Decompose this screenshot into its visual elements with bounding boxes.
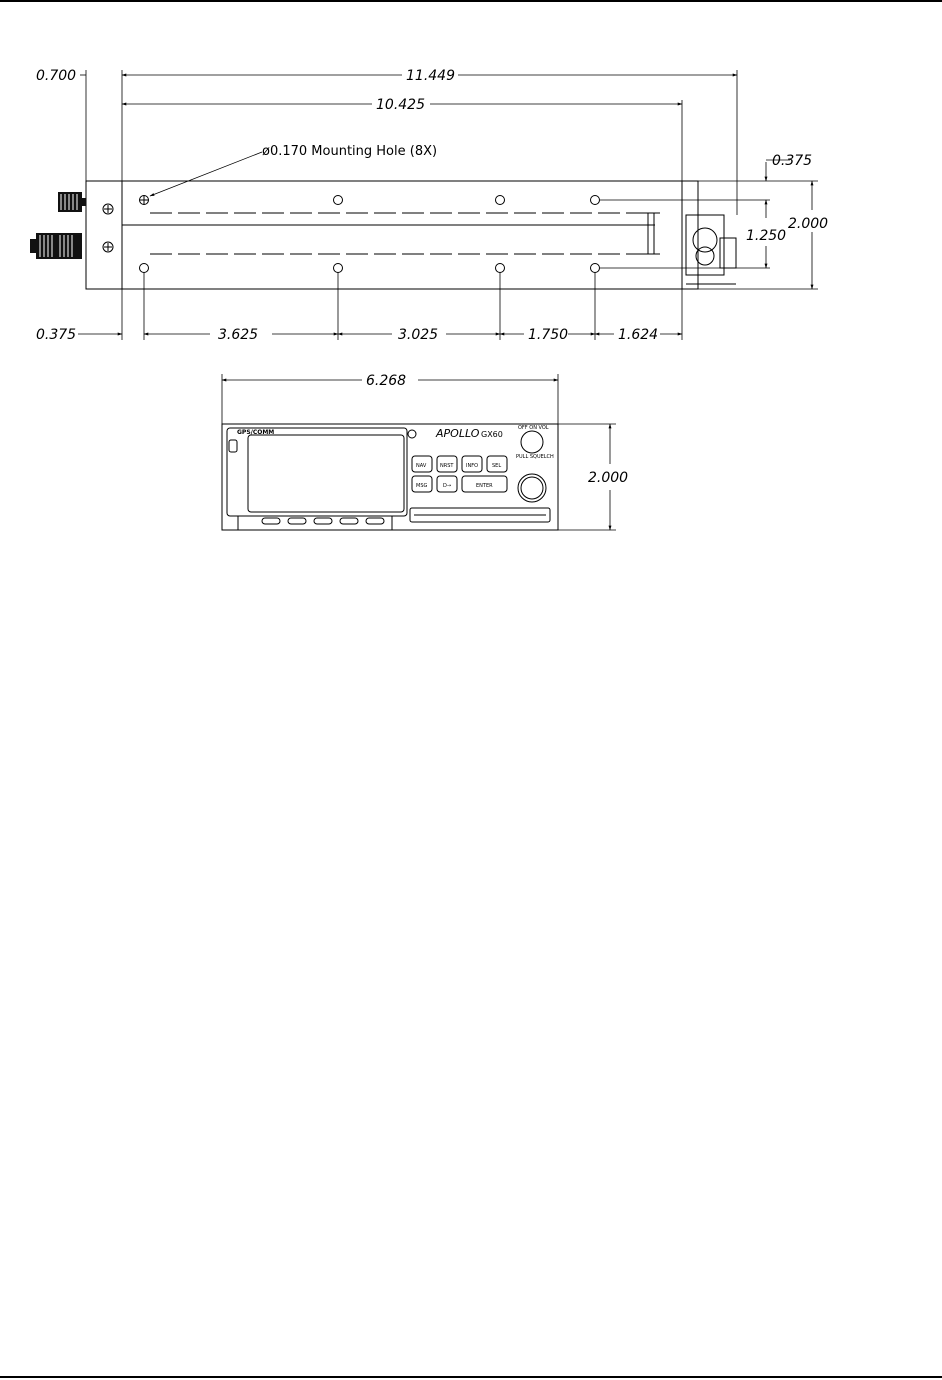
key-label-info: INFO	[466, 463, 479, 469]
softkey-2[interactable]	[288, 518, 306, 524]
side-view	[86, 181, 736, 289]
mounting-hole	[591, 196, 600, 205]
page-bottom-rule	[0, 1376, 942, 1378]
mounting-hole	[334, 196, 343, 205]
dim-height: 2.000	[788, 216, 829, 232]
softkey-1[interactable]	[262, 518, 280, 524]
dim-first-hole: 0.375	[36, 327, 77, 343]
model-label: GX60	[481, 430, 503, 439]
mounting-hole	[496, 196, 505, 205]
key-label-enter: ENTER	[476, 483, 493, 489]
key-label-nrst: NRST	[440, 463, 454, 469]
dim-front-height: 2.000	[588, 470, 629, 486]
mounting-hole	[591, 264, 600, 273]
softkey-5[interactable]	[366, 518, 384, 524]
dim-spacing-1: 3.625	[218, 327, 259, 343]
mounting-hole	[334, 264, 343, 273]
front-view-dimensions	[222, 374, 616, 530]
side-view-body	[86, 181, 682, 289]
volume-knob-icon	[58, 192, 82, 212]
photocell-icon	[229, 440, 237, 452]
dim-spacing-4: 1.624	[618, 327, 659, 343]
dim-top-offset: 0.375	[772, 153, 813, 169]
display-screen	[248, 435, 404, 512]
rear-connector-nut	[696, 247, 714, 265]
key-label-nav: NAV	[416, 463, 427, 469]
front-panel	[222, 424, 558, 530]
outer-knob-icon	[36, 233, 82, 259]
knob-top-label: OFF ON VOL	[518, 425, 549, 431]
rear-connector-plug	[720, 238, 736, 268]
side-view-dimensions	[78, 70, 818, 340]
dim-front-offset: 0.700	[36, 68, 77, 84]
mounting-hole	[140, 264, 149, 273]
display-bezel	[227, 428, 407, 516]
concentric-knob-outer[interactable]	[518, 474, 546, 502]
dim-hole-spacing-vertical: 1.250	[746, 228, 787, 244]
volume-knob[interactable]	[521, 431, 543, 453]
mode-label: GPS/COMM	[237, 429, 275, 436]
key-label-msg: MSG	[416, 483, 428, 489]
concentric-knob-inner[interactable]	[521, 477, 543, 499]
rear-stop	[648, 213, 654, 254]
dim-rack-length: 10.425	[376, 97, 425, 113]
key-label-sel: SEL	[492, 463, 502, 469]
knob-bottom-label: PULL SQUELCH	[516, 454, 554, 460]
dim-spacing-3: 1.750	[528, 327, 569, 343]
side-view-knobs	[30, 192, 86, 259]
dim-spacing-2: 3.025	[398, 327, 439, 343]
indicator-light-icon	[408, 430, 416, 438]
brand-label: APOLLO	[436, 427, 480, 440]
softkey-4[interactable]	[340, 518, 358, 524]
rear-connector-box	[686, 215, 724, 275]
mounting-hole	[496, 264, 505, 273]
rear-connector-ring	[693, 228, 717, 252]
softkey-3[interactable]	[314, 518, 332, 524]
dim-overall-length: 11.449	[406, 68, 455, 84]
key-label-direct-to: D→	[443, 483, 452, 489]
mounting-hole-note: ø0.170 Mounting Hole (8X)	[262, 144, 438, 159]
front-view	[222, 424, 558, 530]
dim-front-width: 6.268	[366, 373, 407, 389]
rear-bracket	[682, 181, 698, 289]
